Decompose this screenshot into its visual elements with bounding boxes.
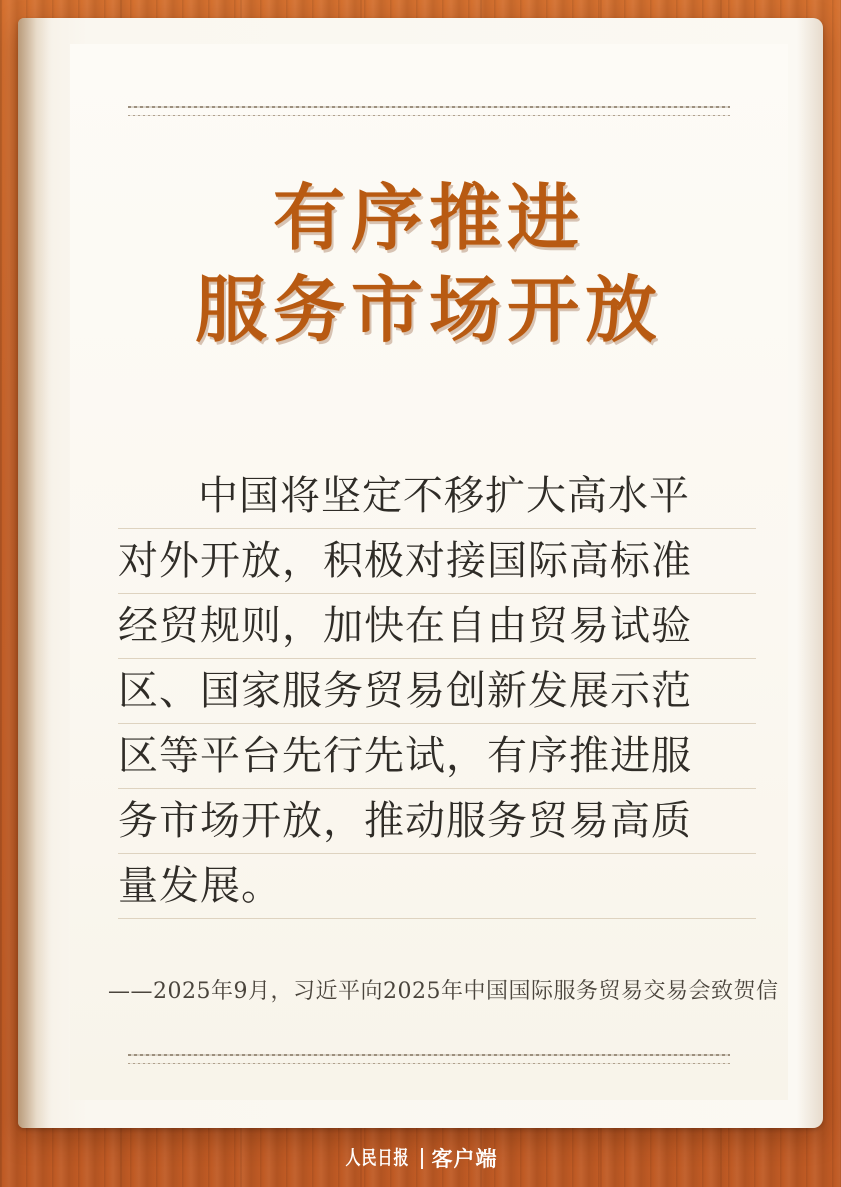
- quote-line: 区、国家服务贸易创新发展示范: [118, 659, 756, 724]
- quote-body: [118, 464, 756, 919]
- page-title: [70, 172, 788, 356]
- open-book: [18, 18, 823, 1128]
- rule-thick-top: [128, 106, 730, 108]
- divider-icon: [421, 1148, 423, 1169]
- rule-thin-top: [128, 115, 730, 116]
- app-client-label: 客户端: [431, 1147, 498, 1171]
- quote-line: 对外开放，积极对接国际高标准: [118, 529, 756, 594]
- title-line-1: 有序推进: [272, 175, 585, 260]
- footer-branding: [0, 1129, 841, 1187]
- title-line-2: 服务市场开放: [194, 267, 663, 352]
- paper-sheet: [70, 44, 788, 1100]
- rule-thin-bottom: [128, 1063, 730, 1064]
- top-ornamental-rule: [128, 106, 730, 116]
- rule-thick-bottom: [128, 1054, 730, 1056]
- quote-attribution: ——2025年9月，习近平向2025年中国国际服务贸易交易会致贺信: [108, 979, 779, 1004]
- quote-line: 区等平台先行先试，有序推进服: [118, 724, 756, 789]
- bottom-ornamental-rule: [128, 1054, 730, 1064]
- peoples-daily-logo: 人民日报: [345, 1146, 410, 1169]
- quote-line: 务市场开放，推动服务贸易高质: [118, 789, 756, 854]
- quote-line: 量发展。: [118, 854, 756, 919]
- quote-line: 经贸规则，加快在自由贸易试验: [118, 594, 756, 659]
- quote-line: 中国将坚定不移扩大高水平: [118, 464, 756, 529]
